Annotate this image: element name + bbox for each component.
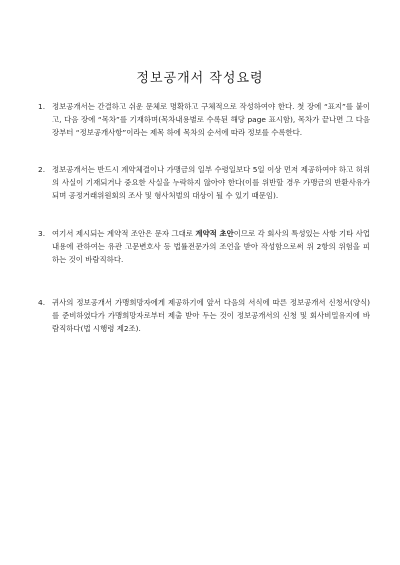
section-4 <box>38 296 370 335</box>
section-1 <box>38 100 370 139</box>
section-number: 4. <box>38 298 46 307</box>
section-text: 정보공개서는 반드시 계약체결이나 가맹금의 일부 수령일보다 5일 이상 먼저 제공하여야 하고 허위의 사실이 기재되거나 중요한 사실을 누락하지 않아야 한다(이를 위반할 경우 가맹금의 반환사유가 되며 공정거래위원회의 조사 및 형사처벌의 대상이 될 수 있기 때문임). <box>52 165 370 200</box>
section-number: 1. <box>38 102 46 111</box>
section-number: 3. <box>38 229 46 238</box>
section-3 <box>38 227 370 266</box>
section-text-after: 이므로 각 회사의 특성있는 사항 기타 사업내용에 관하여는 유관 고문변호사 등 법률전문가의 조언을 받아 작성함으로써 위 2항의 위험을 피하는 것이 바람직하다. <box>52 229 371 264</box>
section-number: 2. <box>38 165 46 174</box>
section-2 <box>38 163 370 202</box>
section-text-before: 여기서 제시되는 계약적 조안은 문자 그대로 <box>52 229 196 238</box>
section-text-emphasis: 계약적 초안 <box>195 229 234 238</box>
section-text: 귀사의 정보공개서 가맹희망자에게 제공하기에 앞서 다음의 서식에 따른 정보공개서 신청서(양식)를 준비하였다가 가맹희망자로부터 제출 받아 두는 것이 정보공개서의 신청 및 회사비밀유지에 바람직하다(법 시행령 제2조). <box>52 298 370 333</box>
document-title: 정보공개서 작성요령 <box>136 71 264 86</box>
section-text: 정보공개서는 간결하고 쉬운 문체로 명확하고 구체적으로 작성하여야 한다. 첫 장에 “표지”를 붙이고, 다음 장에 “목차”를 기재하며(목차내용별로 수록된 해당 page 표시함), 목차가 끝나면 그 다음 장부터 “정보공개사항”이라는 제목 하에 목차의 순서에 따라 정보를 수록한다. <box>52 102 370 137</box>
section-text <box>52 227 370 266</box>
